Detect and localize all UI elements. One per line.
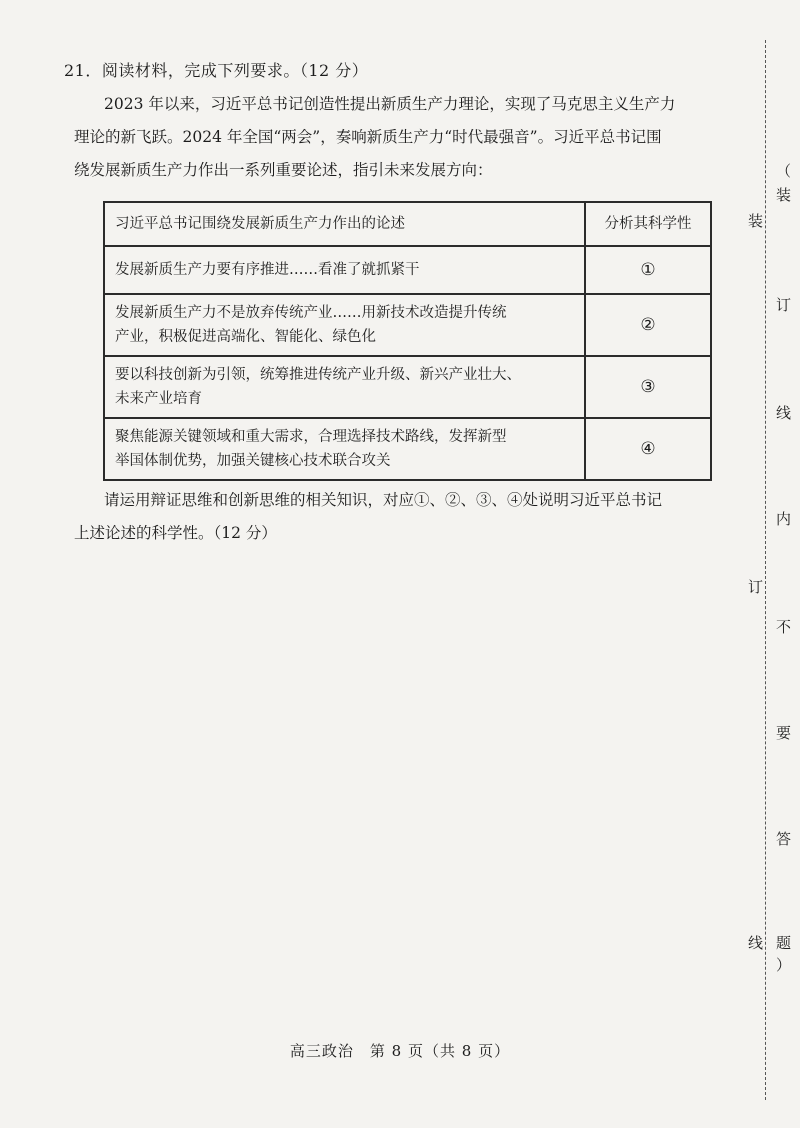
- statement-cell: [104, 418, 585, 480]
- material-line: 理论的新飞跃。2024 年全国“两会”，奏响新质生产力“时代最强音”。习近平总书记围: [74, 128, 662, 146]
- table-header-analysis: 分析其科学性: [585, 202, 711, 246]
- answer-mark: ①: [585, 246, 711, 294]
- binding-char: （: [776, 162, 792, 180]
- material-line: 绕发展新质生产力作出一系列重要论述，指引未来发展方向：: [74, 161, 493, 179]
- binding-char: ）: [776, 956, 792, 974]
- table-header-statement: 习近平总书记围绕发展新质生产力作出的论述: [104, 202, 585, 246]
- binding-char: 订: [748, 578, 764, 596]
- binding-char: 线: [776, 404, 792, 422]
- page-footer: 高三政治 第 8 页（共 8 页）: [289, 1042, 511, 1060]
- table-header-row: [104, 202, 711, 246]
- statement-cell: [104, 356, 585, 418]
- binding-char: 要: [776, 724, 792, 742]
- instruction-line: 请运用辩证思维和创新思维的相关知识，对应①、②、③、④处说明习近平总书记: [104, 491, 663, 509]
- statement-cell: [104, 246, 585, 294]
- binding-char: 答: [776, 830, 792, 848]
- binding-char: 内: [776, 510, 792, 528]
- statement-text: 发展新质生产力要有序推进……看准了就抓紧干: [115, 262, 420, 278]
- answer-mark: ②: [585, 294, 711, 356]
- statement-text: 产业，积极促进高端化、智能化、绿色化: [115, 329, 376, 345]
- statement-text: 举国体制优势，加强关键核心技术联合攻关: [115, 453, 391, 469]
- material-line: 2023 年以来，习近平总书记创造性提出新质生产力理论，实现了马克思主义生产力: [104, 95, 676, 113]
- binding-char: 线: [748, 934, 764, 952]
- table-row: [104, 294, 711, 356]
- statement-text: 发展新质生产力不是放弃传统产业……用新技术改造提升传统: [115, 305, 507, 321]
- binding-char: 不: [776, 618, 792, 636]
- question-title: 21．阅读材料，完成下列要求。（12 分）: [64, 61, 369, 80]
- binding-char: 装: [748, 212, 764, 230]
- table-row: [104, 356, 711, 418]
- instruction-line: 上述论述的科学性。（12 分）: [74, 524, 277, 542]
- binding-char: 装: [776, 186, 792, 204]
- material-paragraph: [74, 88, 724, 187]
- statements-table: [103, 201, 712, 481]
- binding-char: 订: [776, 296, 792, 314]
- statement-text: 要以科技创新为引领，统筹推进传统产业升级、新兴产业壮大、: [115, 367, 521, 383]
- answer-mark: ④: [585, 418, 711, 480]
- instruction-paragraph: [74, 484, 724, 550]
- binding-char: 题: [776, 934, 792, 952]
- table-row: [104, 246, 711, 294]
- binding-dashed-line: [765, 40, 766, 1100]
- statement-text: 未来产业培育: [115, 391, 202, 407]
- table-row: [104, 418, 711, 480]
- statement-cell: [104, 294, 585, 356]
- answer-mark: ③: [585, 356, 711, 418]
- statement-text: 聚焦能源关键领域和重大需求，合理选择技术路线，发挥新型: [115, 429, 507, 445]
